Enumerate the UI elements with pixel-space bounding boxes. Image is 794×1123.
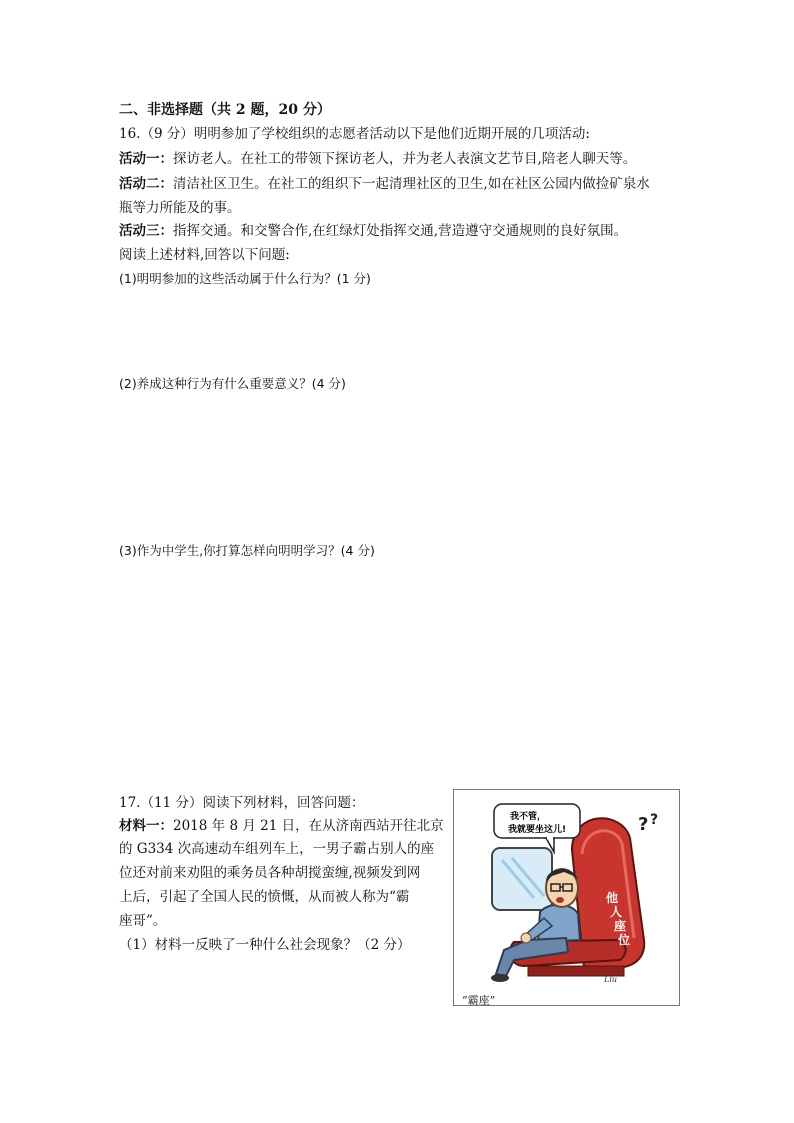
bubble-text-line1: 我不管， [510, 812, 547, 822]
seat-label-char: 他 [606, 891, 619, 905]
seat-label-char: 人 [610, 905, 623, 919]
q16-activity1 [119, 150, 636, 168]
cartoon-illustration [453, 789, 680, 1006]
q16-instruction: 阅读上述材料,回答以下问题: [119, 247, 290, 263]
activity1-text: 探访老人。在社工的带领下探访老人，并为老人表演文艺节目,陪老人聊天等。 [173, 151, 637, 167]
q16-sub2: (2)养成这种行为有什么重要意义？(4 分) [119, 376, 346, 391]
activity3-text: 指挥交通。和交警合作,在红绿灯处指挥交通,营造遵守交通规则的良好氛围。 [173, 223, 628, 239]
activity2-label: 活动二： [119, 176, 173, 192]
seat-label-char: 座 [614, 919, 627, 933]
cartoon-caption: “霸座” [462, 994, 496, 1007]
q17-sub1: （1）材料一反映了一种什么社会现象？（2 分） [119, 937, 411, 953]
material-text-line5: 座哥”。 [119, 913, 167, 929]
q16-sub1: (1)明明参加的这些活动属于什么行为？(1 分) [119, 271, 371, 286]
artist-signature: Liu [604, 975, 618, 984]
material-text-line4: 上后，引起了全国人民的愤慨，从而被人称为“霸 [119, 889, 410, 905]
question-mark-icon: ? [650, 812, 659, 828]
train-window [492, 848, 552, 910]
material-text-line3: 位还对前来劝阻的乘务员各种胡搅蛮缠,视频发到网 [119, 865, 421, 881]
activity2-text-line2: 瓶等力所能及的事。 [119, 200, 241, 216]
activity3-label: 活动三： [119, 223, 173, 239]
q17-material-line1 [119, 817, 444, 835]
material-text-line2: 的 G334 次高速动车组列车上，一男子霸占别人的座 [119, 841, 435, 857]
activity2-text-line1: 清洁社区卫生。在社工的组织下一起清理社区的卫生,如在社区公园内做捡矿泉水 [173, 176, 650, 192]
question-mark-icon: ? [638, 814, 649, 835]
section-title: 二、非选择题（共 2 题，20 分） [119, 102, 331, 118]
q16-stem: 16.（9 分）明明参加了学校组织的志愿者活动以下是他们近期开展的几项活动: [119, 126, 590, 142]
activity1-label: 活动一： [119, 151, 173, 167]
q16-sub3: (3)作为中学生,你打算怎样向明明学习？(4 分) [119, 543, 375, 558]
q16-activity3 [119, 222, 627, 240]
seat-label-char: 位 [618, 933, 631, 947]
material-label: 材料一： [119, 818, 173, 834]
bubble-text-line2: 我就要坐这儿! [508, 825, 567, 835]
cartoon-drawing [454, 790, 679, 990]
q17-stem: 17.（11 分）阅读下列材料，回答问题： [119, 795, 365, 811]
q16-activity2 [119, 175, 650, 193]
material-text-line1: 2018 年 8 月 21 日，在从济南西站开往北京 [173, 818, 444, 834]
